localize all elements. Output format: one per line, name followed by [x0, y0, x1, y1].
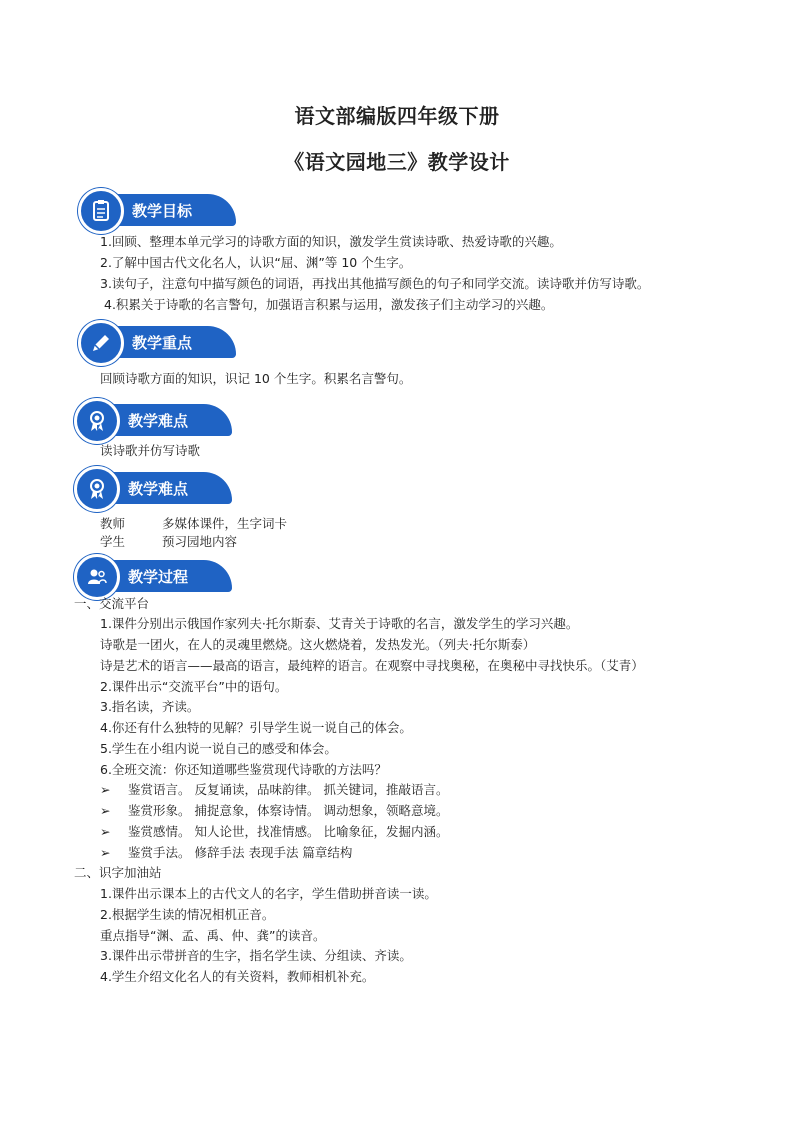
bullet-item: ➢ 鉴赏感情。 知人论世，找准情感。 比喻象征，发掘内涵。	[100, 824, 449, 839]
process-line: 诗歌是一团火，在人的灵魂里燃烧。这火燃烧着，发热发光。（列夫·托尔斯泰）	[100, 637, 536, 652]
section-header-prep	[74, 466, 234, 506]
bullet-item: ➢ 鉴赏手法。 修辞手法 表现手法 篇章结构	[100, 845, 353, 860]
arrow-bullet-icon: ➢	[100, 803, 111, 818]
process-line: 2.根据学生读的情况相机正音。	[100, 907, 275, 922]
process-line: 6.全班交流：你还知道哪些鉴赏现代诗歌的方法吗？	[100, 762, 387, 777]
section-label: 教学目标	[132, 202, 193, 220]
process-heading: 一、交流平台	[74, 596, 150, 611]
process-line: 诗是艺术的语言——最高的语言，最纯粹的语言。在观察中寻找奥秘，在奥秘中寻找快乐。（艾青）	[100, 658, 644, 673]
section-header-process	[74, 554, 234, 594]
arrow-bullet-icon: ➢	[100, 824, 111, 839]
section-label: 教学过程	[128, 568, 189, 586]
process-line: 3.指名读，齐读。	[100, 699, 200, 714]
process-line: 2.课件出示“交流平台”中的语句。	[100, 679, 288, 694]
clipboard-checklist-icon	[78, 188, 124, 234]
process-line: 5.学生在小组内说一说自己的感受和体会。	[100, 741, 337, 756]
arrow-bullet-icon: ➢	[100, 845, 111, 860]
bullet-item: ➢ 鉴赏语言。 反复诵读，品味韵律。 抓关键词，推敲语言。	[100, 782, 449, 797]
arrow-bullet-icon: ➢	[100, 782, 111, 797]
goal-item: 4.积累关于诗歌的名言警句，加强语言积累与运用，激发孩子们主动学习的兴趣。	[104, 297, 554, 312]
section-label: 教学难点	[128, 412, 189, 430]
process-heading: 二、识字加油站	[74, 865, 162, 880]
prep-role: 教师	[100, 516, 126, 531]
key-text: 回顾诗歌方面的知识，识记 10 个生字。积累名言警句。	[100, 371, 412, 386]
bullet-item: ➢ 鉴赏形象。 捕捉意象，体察诗情。 调动想象，领略意境。	[100, 803, 449, 818]
goal-item: 1.回顾、整理本单元学习的诗歌方面的知识，激发学生赏读诗歌、热爱诗歌的兴趣。	[100, 234, 562, 249]
prep-material: 多媒体课件，生字词卡	[162, 516, 288, 531]
goal-item: 3.读句子，注意句中描写颜色的词语，再找出其他描写颜色的句子和同学交流。读诗歌并仿写诗歌。	[100, 276, 650, 291]
section-header-key	[78, 320, 238, 360]
process-line: 1.课件分别出示俄国作家列夫·托尔斯泰、艾青关于诗歌的名言，激发学生的学习兴趣。	[100, 616, 579, 631]
award-ribbon-icon	[74, 466, 120, 512]
section-header-goals	[78, 188, 238, 228]
process-line: 4.你还有什么独特的见解？引导学生说一说自己的体会。	[100, 720, 412, 735]
prep-material: 预习园地内容	[162, 534, 238, 549]
section-header-difficulty	[74, 398, 234, 438]
award-ribbon-icon	[74, 398, 120, 444]
process-line: 4.学生介绍文化名人的有关资料，教师相机补充。	[100, 969, 375, 984]
people-group-icon	[74, 554, 120, 600]
process-line: 重点指导“渊、孟、禹、仲、龚”的读音。	[100, 928, 326, 943]
process-line: 1.课件出示课本上的古代文人的名字，学生借助拼音读一读。	[100, 886, 437, 901]
section-label: 教学重点	[132, 334, 193, 352]
process-line: 3.课件出示带拼音的生字，指名学生读、分组读、齐读。	[100, 948, 412, 963]
document-subtitle: 《语文园地三》教学设计	[284, 150, 510, 174]
document-title: 语文部编版四年级下册	[294, 104, 500, 128]
section-label: 教学难点	[128, 480, 189, 498]
difficulty-text: 读诗歌并仿写诗歌	[100, 443, 201, 458]
prep-role: 学生	[100, 534, 126, 549]
goal-item: 2.了解中国古代文化名人，认识“屈、渊”等 10 个生字。	[100, 255, 412, 270]
pencil-icon	[78, 320, 124, 366]
